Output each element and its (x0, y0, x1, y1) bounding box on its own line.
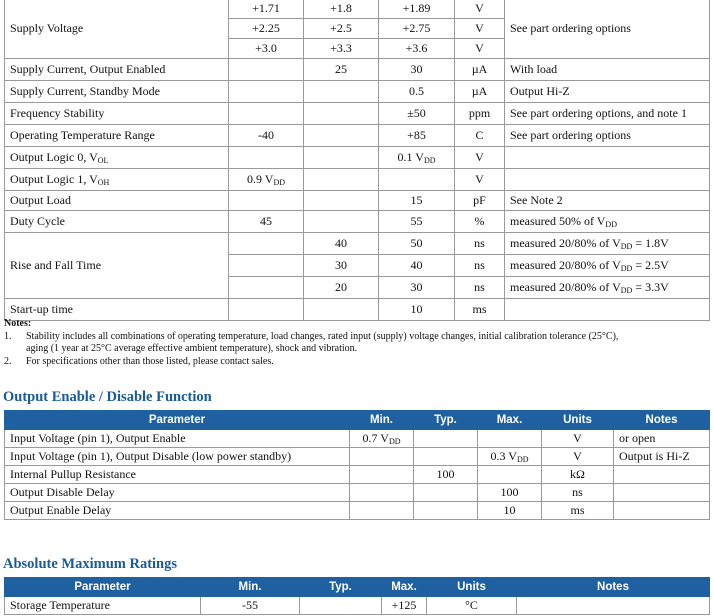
typ-value: 30 (304, 255, 379, 277)
param-label: Output Load (5, 191, 229, 211)
note-value (517, 597, 710, 615)
unit-value: V (542, 430, 614, 448)
unit-value: ms (542, 502, 614, 520)
note-value (614, 484, 710, 502)
max-value: ±50 (379, 103, 455, 125)
typ-value: 100 (414, 466, 478, 484)
max-value: +1.89 (379, 0, 455, 19)
table-row (5, 233, 710, 255)
col-header: Parameter (5, 578, 201, 597)
enable-disable-table (4, 410, 710, 520)
table-row (5, 59, 710, 81)
note-value: With load (505, 59, 710, 81)
note-value: measured 20/80% of $V_{DD} = 2.5V$ (505, 255, 710, 277)
typ-value (304, 125, 379, 147)
min-value: -40 (229, 125, 304, 147)
min-value: +1.71 (229, 0, 304, 19)
typ-value (414, 430, 478, 448)
max-value: +3.6 (379, 39, 455, 59)
min-value: 0.9 $V_{DD}$ (229, 169, 304, 191)
section-title-enable: Output Enable / Disable Function (3, 389, 212, 405)
note-text: For specifications other than those listed, please contact sales. (26, 355, 274, 367)
col-header: Units (427, 578, 517, 597)
unit-value: pF (455, 191, 505, 211)
param-label: Frequency Stability (5, 103, 229, 125)
max-value (478, 466, 542, 484)
note-value: See part ordering options (505, 125, 710, 147)
table-row (5, 597, 710, 615)
min-value (229, 277, 304, 299)
unit-value: V (455, 147, 505, 169)
min-value (229, 147, 304, 169)
col-header: Typ. (414, 411, 478, 430)
param-label: Output Disable Delay (5, 484, 350, 502)
note-text: aging (1 year at 25°C average effective ambient temperature), shock and vibration. (26, 343, 358, 354)
min-value: +2.25 (229, 19, 304, 39)
note-value: measured 20/80% of $V_{DD} = 3.3V$ (505, 277, 710, 299)
max-value: 0.5 (379, 81, 455, 103)
min-value (350, 466, 414, 484)
max-value: 50 (379, 233, 455, 255)
typ-value: +3.3 (304, 39, 379, 59)
max-value: +2.75 (379, 19, 455, 39)
unit-value: V (542, 448, 614, 466)
param-label: Supply Voltage (5, 0, 229, 59)
col-header: Max. (382, 578, 427, 597)
min-value (229, 81, 304, 103)
note-text: Stability includes all combinations of operating temperature, load changes, rated input (supply) voltage changes, initial calibration tolerance (25°C), (26, 330, 619, 342)
table-row (5, 125, 710, 147)
unit-value: kΩ (542, 466, 614, 484)
table-row (5, 0, 710, 19)
note-value: Output is Hi-Z (614, 448, 710, 466)
min-value (350, 502, 414, 520)
typ-value (304, 81, 379, 103)
typ-value (300, 597, 382, 615)
max-value: 40 (379, 255, 455, 277)
unit-value: C (455, 125, 505, 147)
unit-value: ns (542, 484, 614, 502)
max-value: 10 (478, 502, 542, 520)
param-label: Start-up time (5, 299, 229, 321)
unit-value: ms (455, 299, 505, 321)
typ-value: 25 (304, 59, 379, 81)
notes-block (4, 318, 709, 368)
min-value (229, 233, 304, 255)
col-header: Min. (350, 411, 414, 430)
min-value: 45 (229, 211, 304, 233)
table-row (5, 81, 710, 103)
min-value (229, 191, 304, 211)
unit-value: V (455, 39, 505, 59)
table-row (5, 466, 710, 484)
electrical-spec-table (4, 0, 710, 321)
unit-value: °C (427, 597, 517, 615)
note-value (614, 466, 710, 484)
col-header: Max. (478, 411, 542, 430)
typ-value (304, 103, 379, 125)
table-row (5, 211, 710, 233)
unit-value: µA (455, 81, 505, 103)
section-title-abs-max: Absolute Maximum Ratings (3, 556, 178, 572)
param-label: Rise and Fall Time (5, 233, 229, 299)
col-header: Parameter (5, 411, 350, 430)
typ-value (304, 147, 379, 169)
param-label: Supply Current, Output Enabled (5, 59, 229, 81)
col-header: Typ. (300, 578, 382, 597)
col-header: Min. (201, 578, 300, 597)
min-value: 0.7 $V_{DD}$ (350, 430, 414, 448)
note-value (505, 147, 710, 169)
max-value: 30 (379, 59, 455, 81)
note-value: See Note 2 (505, 191, 710, 211)
abs-max-table (4, 577, 710, 615)
unit-value: µA (455, 59, 505, 81)
unit-value: ns (455, 255, 505, 277)
max-value: 55 (379, 211, 455, 233)
typ-value (304, 169, 379, 191)
typ-value: 40 (304, 233, 379, 255)
typ-value (414, 502, 478, 520)
note-value (614, 502, 710, 520)
col-header: Notes (517, 578, 710, 597)
param-label: Storage Temperature (5, 597, 201, 615)
typ-value: 20 (304, 277, 379, 299)
max-value: 30 (379, 277, 455, 299)
min-value (350, 484, 414, 502)
min-value: -55 (201, 597, 300, 615)
note-value: See part ordering options (505, 0, 710, 59)
min-value (229, 103, 304, 125)
param-label: Duty Cycle (5, 211, 229, 233)
unit-value: ns (455, 277, 505, 299)
unit-value: ppm (455, 103, 505, 125)
col-header: Notes (614, 411, 710, 430)
table-row (5, 484, 710, 502)
table-header-row (5, 578, 710, 597)
typ-value: +1.8 (304, 0, 379, 19)
note-value: Output Hi-Z (505, 81, 710, 103)
unit-value: V (455, 19, 505, 39)
note-value: measured 20/80% of $V_{DD} = 1.8V$ (505, 233, 710, 255)
max-value: 0.1 $V_{DD}$ (379, 147, 455, 169)
max-value: +85 (379, 125, 455, 147)
note-value: measured 50% of $V_{DD}$ (505, 211, 710, 233)
table-row (5, 502, 710, 520)
unit-value: % (455, 211, 505, 233)
param-label: Input Voltage (pin 1), Output Enable (5, 430, 350, 448)
param-label: Output Enable Delay (5, 502, 350, 520)
unit-value: ns (455, 233, 505, 255)
min-value (229, 59, 304, 81)
param-label: Output Logic 0, $V_{OL}$ (5, 147, 229, 169)
max-value (478, 430, 542, 448)
param-label: Output Logic 1, $V_{OH}$ (5, 169, 229, 191)
param-label: Internal Pullup Resistance (5, 466, 350, 484)
typ-value (414, 484, 478, 502)
table-row (5, 191, 710, 211)
typ-value (304, 211, 379, 233)
note-number: 1. (4, 330, 12, 342)
table-row (5, 103, 710, 125)
max-value: 0.3 $V_{DD}$ (478, 448, 542, 466)
col-header: Units (542, 411, 614, 430)
table-row (5, 147, 710, 169)
param-label: Operating Temperature Range (5, 125, 229, 147)
param-label: Input Voltage (pin 1), Output Disable (low power standby) (5, 448, 350, 466)
max-value: 15 (379, 191, 455, 211)
note-value: or open (614, 430, 710, 448)
unit-value: V (455, 0, 505, 19)
table-row (5, 448, 710, 466)
min-value (229, 255, 304, 277)
table-row (5, 169, 710, 191)
typ-value (304, 191, 379, 211)
max-value (379, 169, 455, 191)
note-value: See part ordering options, and note 1 (505, 103, 710, 125)
table-row (5, 430, 710, 448)
table-header-row (5, 411, 710, 430)
typ-value: +2.5 (304, 19, 379, 39)
param-label: Supply Current, Standby Mode (5, 81, 229, 103)
min-value (350, 448, 414, 466)
typ-value (414, 448, 478, 466)
max-value: 10 (379, 299, 455, 321)
note-value (505, 169, 710, 191)
note-item (4, 356, 709, 369)
note-item (4, 331, 709, 356)
note-number: 2. (4, 355, 12, 367)
max-value: +125 (382, 597, 427, 615)
max-value: 100 (478, 484, 542, 502)
unit-value: V (455, 169, 505, 191)
min-value: +3.0 (229, 39, 304, 59)
notes-heading: Notes: (4, 318, 32, 329)
